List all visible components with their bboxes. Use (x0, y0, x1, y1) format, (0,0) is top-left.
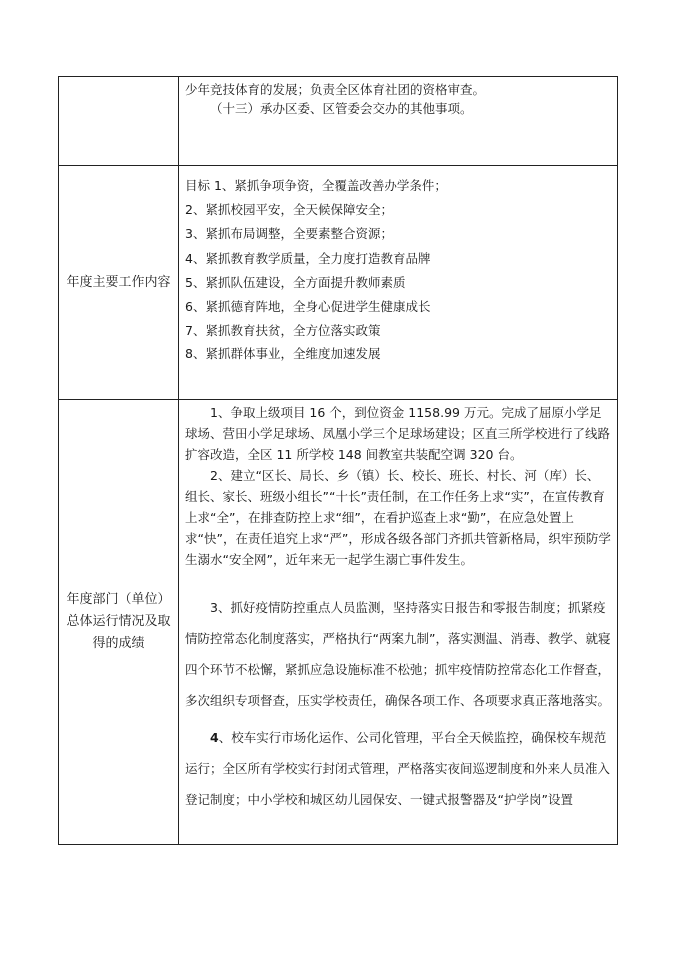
paragraph-text: 、校车实行市场化运作、公司化管理，平台全天候监控，确保校车规范运行；全区所有学校实行封闭式管理，严格落实夜间巡逻制度和外来人员准入登记制度；中小学校和城区幼儿园保安、一键式报警器及“护学岗”设置 (185, 730, 611, 807)
row-label-empty (59, 77, 179, 166)
achievement-paragraph: 3、抓好疫情防控重点人员监测，坚持落实日报告和零报告制度；抓紧疫情防控常态化制度落实，严格执行“两案九制”，落实测温、消毒、教学、就寝四个环节不松懈，紧抓应急设施标准不松弛；抓牢疫情防控常态化工作督查，多次组织专项督查，压实学校责任，确保各项工作、各项要求真正落地落实。 (185, 600, 611, 708)
row-label-achievements: 年度部门（单位）总体运行情况及取得的成绩 (59, 400, 179, 845)
work-item: 8、紧抓群体事业，全维度加速发展 (185, 346, 381, 362)
work-item: 6、紧抓德育阵地，全身心促进学生健康成长 (185, 299, 431, 315)
work-item: 7、紧抓教育扶贫，全方位落实政策 (185, 323, 381, 339)
duties-line: （十三）承办区委、区管委会交办的其他事项。 (210, 101, 473, 116)
work-item: 4、紧抓教育教学质量，全力度打造教育品牌 (185, 250, 431, 266)
annual-work-content (179, 166, 618, 400)
duties-line: 少年竞技体育的发展；负责全区体育社团的资格审查。 (185, 82, 486, 97)
duties-content (179, 77, 618, 166)
paragraph-spacer (185, 570, 611, 592)
achievements-content (179, 400, 618, 845)
work-item: 5、紧抓队伍建设，全方面提升教师素质 (185, 274, 406, 290)
achievement-paragraph: 2、建立“区长、局长、乡（镇）长、校长、班长、村长、河（库）长、组长、家长、班级小组长”“十长”责任制，在工作任务上求“实”，在宣传教育上求“全”，在排查防控上求“细”，在看护巡查上求“勤”，在应急处置上求“快”，在责任追究上求“严”，形成各级各部门齐抓共管新格局，织牢预防学生溺水“安全网”，近年来无一起学生溺亡事件发生。 (185, 468, 611, 567)
achievement-paragraph: 1、争取上级项目 16 个，到位资金 1158.99 万元。完成了屈原小学足球场、营田小学足球场、凤凰小学三个足球场建设；区直三所学校进行了线路扩容改造，全区 11 所学校 148 间教室共装配空调 320 台。 (185, 405, 611, 462)
table-row-duties (59, 77, 618, 166)
table-row-achievements (59, 400, 618, 845)
document-table (58, 76, 618, 845)
paragraph-number: 4 (210, 730, 219, 745)
work-item: 2、紧抓校园平安，全天候保障安全； (185, 202, 393, 218)
achievement-paragraph (185, 722, 611, 815)
row-label-annual-work: 年度主要工作内容 (59, 166, 179, 400)
work-item: 3、紧抓布局调整，全要素整合资源； (185, 226, 393, 242)
document-table-wrapper (58, 76, 618, 845)
work-item: 目标 1、紧抓争项争资，全覆盖改善办学条件； (185, 178, 447, 193)
table-row-annual-work (59, 166, 618, 400)
